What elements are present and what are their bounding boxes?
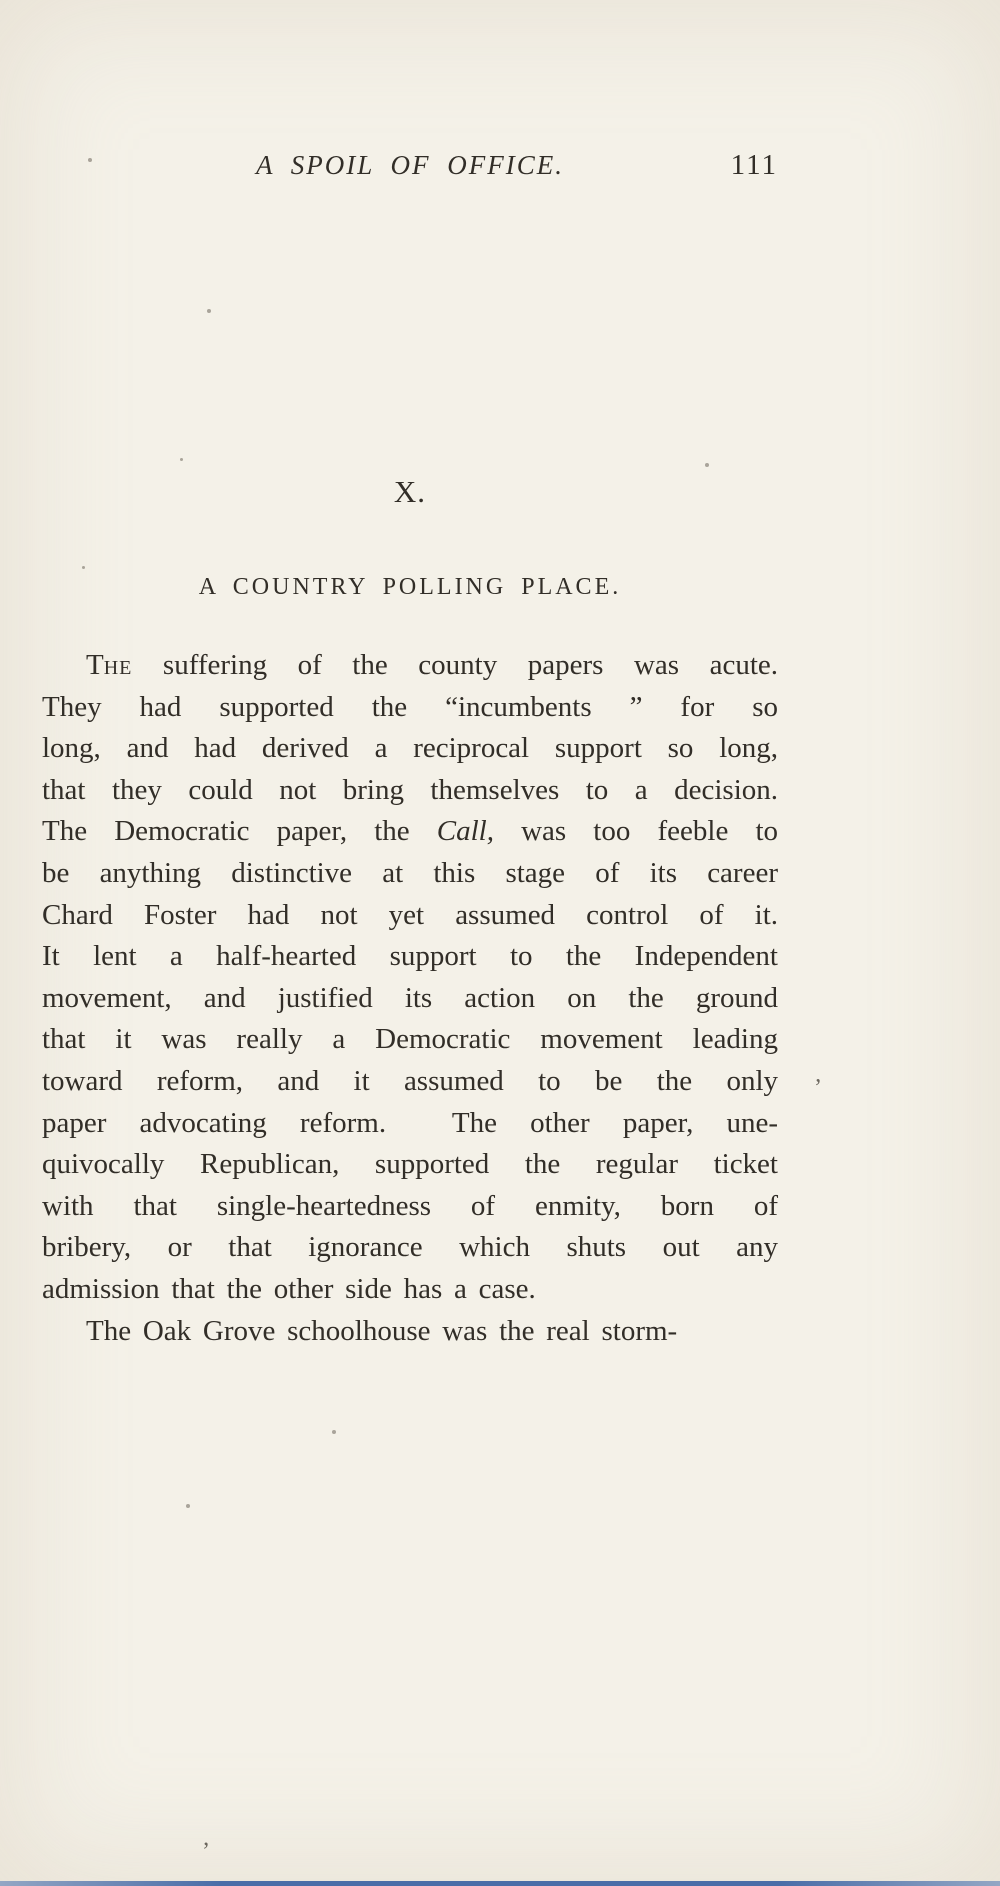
text-line <box>42 1186 778 1228</box>
text-segment: be anything distinctive at this stage of its career <box>42 856 778 889</box>
running-title: A SPOIL OF OFFICE. <box>256 150 564 180</box>
text-segment: Chard Foster had not yet assumed control of it. <box>42 898 778 931</box>
scan-comma-mark: ‚ <box>202 1825 210 1851</box>
text-segment: quivocally Republican, supported the regular ticket <box>42 1148 778 1181</box>
text-segment: paper advocating reform. The other paper, une- <box>42 1106 778 1139</box>
scan-speck <box>705 463 709 467</box>
text-segment: that it was really a Democratic movement leading <box>42 1023 778 1056</box>
text-line <box>42 1061 778 1103</box>
text-line <box>42 728 778 770</box>
text-segment: bribery, or that ignorance which shuts out any <box>42 1231 778 1264</box>
scan-speck <box>82 566 85 569</box>
text-line <box>42 1019 778 1061</box>
text-segment: was too feeble to <box>493 815 778 848</box>
page-header <box>42 146 778 184</box>
text-line <box>42 1144 778 1186</box>
smallcaps-text: he <box>103 649 133 681</box>
text-line <box>42 1227 778 1269</box>
scan-speck <box>207 309 211 313</box>
text-line <box>42 770 778 812</box>
text-line <box>42 811 778 853</box>
text-segment: long, and had derived a reciprocal support so long, <box>42 732 778 765</box>
scan-speck <box>180 458 183 461</box>
text-segment: The Oak Grove schoolhouse was the real storm- <box>86 1314 678 1347</box>
text-segment: that they could not bring themselves to a decision. <box>42 773 778 806</box>
text-line <box>42 645 778 687</box>
scan-speck <box>186 1504 190 1508</box>
text-segment: They had supported the “incumbents ” for so <box>42 690 778 723</box>
page-number: 111 <box>730 149 778 181</box>
text-segment: T <box>86 649 104 681</box>
text-line <box>42 895 778 937</box>
scan-speck <box>88 158 92 162</box>
text-segment: movement, and justified its action on the ground <box>42 981 778 1014</box>
scan-edge-line <box>0 1881 1000 1886</box>
chapter-number: X. <box>393 474 427 509</box>
scan-apostrophe-mark: ’ <box>814 1075 822 1101</box>
chapter-title: A COUNTRY POLLING PLACE. <box>198 574 622 600</box>
italic-text: Call, <box>436 815 494 848</box>
paragraph <box>42 645 778 1311</box>
text-line <box>42 853 778 895</box>
body-text <box>42 645 778 1352</box>
paragraph <box>42 1311 778 1353</box>
text-segment: The Democratic paper, the <box>42 815 437 848</box>
text-line <box>42 1103 778 1145</box>
text-segment: toward reform, and it assumed to be the only <box>42 1064 778 1097</box>
text-line <box>42 687 778 729</box>
text-line <box>42 936 778 978</box>
text-line <box>42 978 778 1020</box>
text-segment: It lent a half-hearted support to the Independent <box>42 940 778 973</box>
text-segment: admission that the other side has a case. <box>42 1272 536 1305</box>
scan-speck <box>332 1430 336 1434</box>
text-line <box>42 1311 778 1353</box>
text-line <box>42 1269 778 1311</box>
text-segment: with that single-heartedness of enmity, born of <box>42 1189 778 1222</box>
text-segment: suffering of the county papers was acute. <box>132 649 778 681</box>
